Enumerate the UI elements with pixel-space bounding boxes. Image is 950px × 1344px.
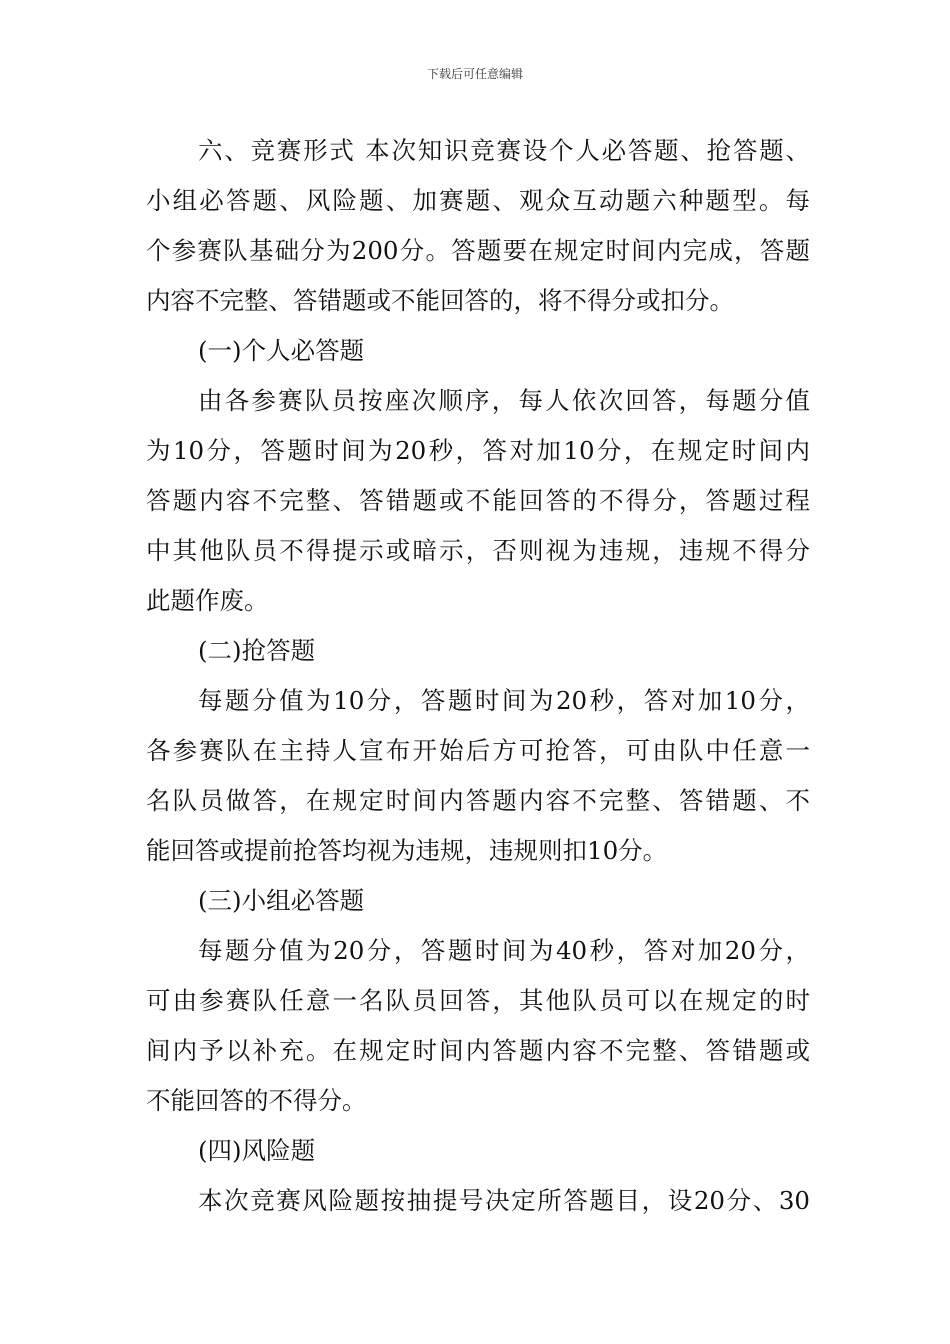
text-line: 此题作废。: [146, 586, 269, 615]
text-line: 可由参赛队任意一名队员回答，其他队员可以在规定的时: [146, 986, 810, 1015]
text-line: (四)风险题: [198, 1136, 316, 1165]
text-line: 本次竞赛风险题按抽提号决定所答题目，设20分、30: [198, 1186, 810, 1215]
text-line: 间内予以补充。在规定时间内答题内容不完整、答错题或: [146, 1036, 810, 1065]
text-line: 能回答或提前抢答均视为违规，违规则扣10分。: [146, 836, 668, 865]
text-line: (三)小组必答题: [198, 886, 365, 915]
text-line: 个参赛队基础分为200分。答题要在规定时间内完成，答题: [146, 236, 810, 265]
text-line: 各参赛队在主持人宣布开始后方可抢答，可由队中任意一: [146, 736, 810, 765]
text-line: 中其他队员不得提示或暗示，否则视为违规，违规不得分: [146, 536, 810, 565]
page-header-note: 下载后可任意编辑: [426, 67, 523, 81]
text-line: 六、竞赛形式 本次知识竞赛设个人必答题、抢答题、: [198, 136, 810, 165]
text-line: 内容不完整、答错题或不能回答的，将不得分或扣分。: [146, 286, 734, 315]
text-line: 由各参赛队员按座次顺序，每人依次回答，每题分值: [198, 386, 810, 415]
text-line: 小组必答题、风险题、加赛题、观众互动题六种题型。每: [146, 186, 810, 215]
text-line: 每题分值为10分，答题时间为20秒，答对加10分，: [198, 686, 810, 715]
text-line: 答题内容不完整、答错题或不能回答的不得分，答题过程: [146, 486, 810, 515]
text-line: (一)个人必答题: [198, 336, 365, 365]
text-line: 不能回答的不得分。: [146, 1086, 367, 1115]
text-line: 为10分，答题时间为20秒，答对加10分，在规定时间内: [146, 436, 810, 465]
text-line: 每题分值为20分，答题时间为40秒，答对加20分，: [198, 936, 810, 965]
text-line: (二)抢答题: [198, 636, 316, 665]
text-line: 名队员做答，在规定时间内答题内容不完整、答错题、不: [146, 786, 810, 815]
document-body: [146, 126, 810, 1226]
